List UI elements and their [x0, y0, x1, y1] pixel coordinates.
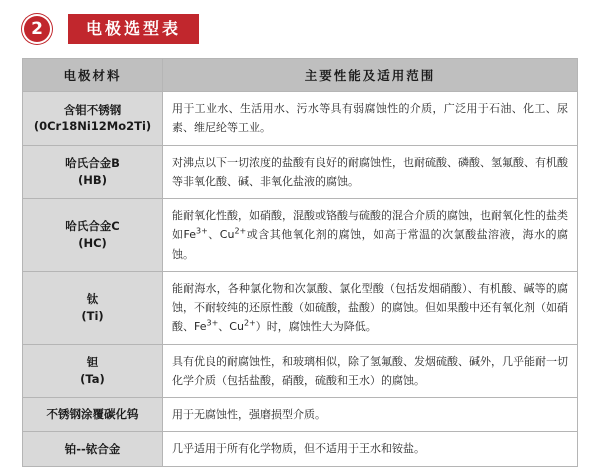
table-row [23, 398, 578, 432]
page-title: 电极选型表 [68, 14, 199, 45]
cell-description: 用于无腐蚀性，强磨损型介质。 [163, 398, 578, 432]
description-superscript: 3+ [206, 318, 219, 328]
table-row [23, 199, 578, 272]
page-header [22, 12, 578, 46]
cell-material [23, 92, 163, 146]
description-part: ）时，腐蚀性大为降低。 [255, 320, 377, 334]
description-superscript: 3+ [196, 226, 208, 236]
description-part: 能耐海水，各种氯化物和次氯酸、氯化型酸（包括发烟硝酸）、有机酸、碱等的腐蚀，不耐较纯的还原性酸（如硫酸，盐酸）的腐蚀。但如果酸中还有氧化剂（如硝酸、Fe [172, 281, 568, 334]
cell-description [163, 199, 578, 272]
column-header-performance: 主要性能及适用范围 [163, 59, 578, 92]
cell-description [163, 271, 578, 344]
material-name-line2: (Ta) [80, 371, 105, 386]
cell-material [23, 398, 163, 432]
description-superscript: 2+ [234, 226, 247, 236]
description-part: 、Cu [218, 320, 244, 334]
cell-description: 对沸点以下一切浓度的盐酸有良好的耐腐蚀性，也耐硫酸、磷酸、氢氟酸、有机酸等非氧化酸、碱、非氧化盐液的腐蚀。 [163, 145, 578, 199]
electrode-selection-table [22, 58, 578, 467]
cell-description: 几乎适用于所有化学物质，但不适用于王水和铵盐。 [163, 432, 578, 466]
material-name-line1: 钽 [86, 355, 99, 370]
cell-material [23, 344, 163, 398]
table-body [23, 92, 578, 467]
material-name-line2: (0Cr18Ni12Mo2Ti) [33, 119, 152, 134]
cell-material [23, 199, 163, 272]
material-name-line1: 不锈钢涂覆碳化钨 [46, 407, 139, 422]
table-header-row [23, 59, 578, 92]
table-row [23, 92, 578, 146]
cell-material [23, 145, 163, 199]
table-row [23, 432, 578, 466]
table-row [23, 344, 578, 398]
material-name-line2: (Ti) [81, 308, 104, 323]
table-row [23, 271, 578, 344]
cell-description: 用于工业水、生活用水、污水等具有弱腐蚀性的介质，广泛用于石油、化工、尿素、维尼纶等工业。 [163, 92, 578, 146]
description-superscript: 2+ [243, 318, 256, 328]
table-header [23, 59, 578, 92]
material-name-line1: 钛 [86, 291, 99, 306]
material-name-line1: 含钼不锈钢 [63, 102, 122, 117]
description-part: 能耐氧化性酸，如硝酸，混酸或铬酸与硫酸的混合介质的腐蚀，也耐氧化性的盐类如Fe [172, 209, 568, 242]
column-header-material: 电极材料 [23, 59, 163, 92]
cell-material [23, 432, 163, 466]
description-part: 或含其他氧化剂的腐蚀，如高于常温的次氯酸盐溶液，海水的腐蚀。 [172, 228, 569, 261]
description-part: 、Cu [207, 228, 235, 242]
material-name-line2: (HC) [78, 235, 107, 250]
material-name-line1: 铂--铱合金 [64, 441, 121, 456]
section-number-badge: 2 [22, 14, 52, 44]
material-name-line2: (HB) [78, 172, 107, 187]
table-row [23, 145, 578, 199]
material-name-line1: 哈氏合金B [65, 156, 120, 171]
cell-description: 具有优良的耐腐蚀性，和玻璃相似，除了氢氟酸、发烟硫酸、碱外，几乎能耐一切化学介质（包括盐酸，硝酸，硫酸和王水）的腐蚀。 [163, 344, 578, 398]
cell-material [23, 271, 163, 344]
material-name-line1: 哈氏合金C [65, 219, 120, 234]
